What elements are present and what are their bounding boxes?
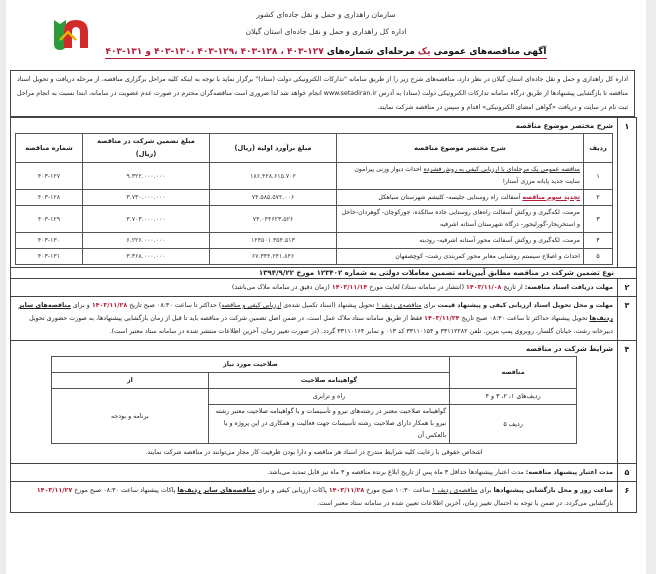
title-middle: مرحله‌ای شماره‌های <box>326 47 415 57</box>
notice-header <box>6 0 646 60</box>
col-header-number: شماره مناقصه <box>16 134 83 163</box>
row-estimate: ۶۷.۳۴۴.۲۴۱.۸۴۶ <box>210 249 337 265</box>
section-4 <box>11 340 636 463</box>
tender-rows: ردیف‌های ۱، ۲، ۳ و ۴ <box>450 389 577 405</box>
underlined-text: مناقصه‌های سایر ردیف‌ها <box>177 487 256 494</box>
text: از تاریخ <box>501 284 525 291</box>
row-estimate: ۷۴.۰۴۴۶۲۳.۵۲۶ <box>210 206 337 233</box>
date: ۱۴۰۳/۱۱/۰۸ <box>466 284 502 291</box>
table-row <box>16 163 613 190</box>
issuer: برنامه و بودجه <box>51 389 208 444</box>
title-numbers: ۱۲۷-۴۰۳ ، ۱۲۸-۴۰۳ ،۱۲۹-۴۰۳ ،۱۳۰-۴۰۳ و ۱۳۱-۴۰۳ <box>105 47 324 57</box>
row-estimate: ۱۸۶.۴۲۸.۶۱۵.۷۰۲ <box>210 163 337 190</box>
section-1 <box>11 117 636 267</box>
section-5 <box>11 463 636 481</box>
date: ۱۴۰۳/۱۱/۲۸ <box>328 487 365 494</box>
date: ۱۴۰۳/۱۱/۲۴ <box>424 315 460 322</box>
section-number: ۴ <box>617 341 636 463</box>
text: تحویل پیشنهاد حداکثر تا ساعت ۰۸:۳۰ صبح تاریخ <box>459 315 590 322</box>
desc-underlined: مناقصه عمومی یک مرحله‌ای با ارزیابی کیفی به روش فشرده <box>423 166 580 173</box>
table-row <box>16 233 613 249</box>
date: ۱۴۰۳/۱۱/۲۷ <box>36 487 73 494</box>
col-header-required: صلاحیت مورد نیاز <box>51 357 449 373</box>
table-row <box>16 206 613 233</box>
col-header-tender: مناقصه <box>450 357 577 389</box>
text: پاکات ارزیابی کیفی و برای <box>255 487 329 494</box>
row-guarantee: ۳.۷۰۳.۰۰۰.۰۰۰ <box>83 206 210 233</box>
row-index: ۱ <box>584 163 613 190</box>
date: ۱۴۰۳/۱۱/۲۸ <box>91 302 128 309</box>
row-number: ۴۰۳-۱۲۷ <box>16 163 83 190</box>
text: برای <box>477 487 494 494</box>
underlined-text: مناقصه‌ی ردیف ۱ <box>432 487 478 494</box>
section-number: ۶ <box>617 482 636 512</box>
section-title: شرایط شرکت در مناقصه <box>526 345 613 353</box>
section-6 <box>11 481 636 512</box>
col-header-row: ردیف <box>584 134 613 163</box>
text: ساعت ۱۰:۳۰ صبح مورخ <box>364 487 433 494</box>
text: ) حداکثر تا ساعت ۰۸:۳۰ صبح تاریخ <box>127 302 222 309</box>
table-row <box>51 389 576 405</box>
tender-notice-page <box>6 0 646 574</box>
notice-title <box>6 47 646 57</box>
row-number: ۴۰۳-۱۳۱ <box>16 249 83 265</box>
certificate: گواهینامه صلاحیت معتبر در رشته‌های نیرو و تأسیسات و یا گواهینامه صلاحیت معتبر رشته نیرو با همکار دارای صلاحیت رشته تأسیسات جهت فعالیت و همکاری در این پروژه و یا بالعکس آن <box>208 405 449 444</box>
text: مدت اعتبار پیشنهادها حداقل ۳ ماه پس از تاریخ ابلاغ برنده مناقصه و ۳ ماه نیز قابل تمدید می‌باشد. <box>267 469 526 476</box>
section-title: مهلت و محل تحویل اسناد ارزیابی کیفی و پیشنهاد قیمت <box>437 302 613 309</box>
row-number: ۴۰۳-۱۲۹ <box>16 206 83 233</box>
row-description: مرمت، لکه‌گیری و روکش آسفالت راه‌های روستایی جاده سالکده، جورکوچان- گوهردان-خاخل و استخریجار-گورلیجور- درگاه شهرستان آستانه اشرفیه <box>337 206 584 233</box>
section-number: ۱ <box>617 118 636 267</box>
section-3 <box>11 296 636 340</box>
desc-text: احداث دیوار وزنی پیرامون سایت جدید پایانه مرزی آستارا <box>354 166 580 185</box>
row-description <box>337 163 584 190</box>
desc-red: تجدید سوم مناقصه <box>522 193 580 201</box>
org-name-national: سازمان راهداری و حمل و نقل جاده‌ای کشور <box>256 10 396 19</box>
table-row <box>16 190 613 206</box>
sections-container <box>10 117 637 513</box>
underlined-text: مناقصه‌ی ردیف ۱ <box>376 302 422 309</box>
section-number: ۳ <box>617 297 636 340</box>
row-description <box>337 190 584 206</box>
title-highlight: یک <box>417 47 431 57</box>
certificate: راه و ترابری <box>208 389 449 405</box>
intro-paragraph: اداره کل راهداری و حمل و نقل جاده‌ای استان گیلان در نظر دارد، مناقصه‌های شرح زیر را از طریق سامانه "تدارکات الکترونیکی دولت (ستاد)" برگزار نماید با توجه به اینکه کلیه مراحل برگزاری مناقصه، از مرحله دریافت و تحویل اسناد مناقصه تا بازگشایی پیشنهادها از طریق درگاه سامانه تدارکات الکترونیکی دولت (ستاد) به آدرس www.setadiran.ir انجام خواهد شد لذا ضروری است مناقصه‌گران محترم در صورت عدم عضویت در سامانه، ابتدا نسبت به انجام مراحل ثبت نام در سایت و دریافت «گواهی امضای الکترونیکی» اقدام و سپس در مناقصه شرکت نمایند. <box>10 70 635 117</box>
row-index: ۳ <box>584 206 613 233</box>
section-title: مدت اعتبار پیشنهاد مناقصه: <box>525 469 613 476</box>
tenders-table <box>15 133 613 265</box>
row-description: احداث و اصلاح سیستم روشنایی معابر محور کمربندی رشت- کوچصفهان <box>337 249 584 265</box>
row-guarantee: ۳.۷۳۰.۰۰۰.۰۰۰ <box>83 190 210 206</box>
row-guarantee: ۹.۳۲۲.۰۰۰.۰۰۰ <box>83 163 210 190</box>
col-header-estimate: مبلغ برآورد اولیه (ریال) <box>210 134 337 163</box>
col-header-certificate: گواهینامه صلاحیت <box>208 373 449 389</box>
row-index: ۴ <box>584 233 613 249</box>
qualification-table <box>51 356 577 444</box>
row-description: مرمت، لکه‌گیری و روکش آسفالت محور آستانه اشرفیه- رودبنه <box>337 233 584 249</box>
guarantee-note: نوع تضمین شرکت در مناقصه مطابق آیین‌نامه تضمین معاملات دولتی به شماره ۱۲۳۴۰۲ مورخ ۱۳۹۴/۹/۲۲ <box>11 267 636 278</box>
text: و برای <box>70 302 92 309</box>
org-name-provincial: اداره کل راهداری و حمل و نقل جاده‌ای استان گیلان <box>245 27 407 36</box>
text: پاکات پیشنهاد ساعت ۰۸:۳۰ صبح مورخ <box>72 487 178 494</box>
title-prefix: آگهی مناقصه‌های عمومی <box>433 47 547 57</box>
section-title: شرح مختصر موضوع مناقصه <box>515 122 613 130</box>
date: ۱۴۰۳/۱۱/۱۴ <box>331 284 368 291</box>
text: برای <box>421 302 438 309</box>
row-number: ۴۰۳-۱۲۸ <box>16 190 83 206</box>
col-header-desc: شرح مختصر موضوع مناقصه <box>337 134 584 163</box>
section-number: ۲ <box>617 279 636 296</box>
row-number: ۴۰۳-۱۳۰ <box>16 233 83 249</box>
desc-text: آسفالت راه روستایی جلیسه- کلیشم شهرستان سیاهکل <box>378 193 523 201</box>
row-index: ۵ <box>584 249 613 265</box>
col-header-from: از <box>51 373 208 389</box>
text: (انتشار در سامانه ستاد) لغایت مورخ <box>367 284 467 291</box>
text: فقط از طریق سامانه ستاد ملاک عمل است. در ضمن اصل تضمین شرکت در مناقصه باید تا قبل از زمان بازگشایی پیشنهادها، به صورت حضوری تحویل دبیرخانه رشت، خیابان گلسار، روبروی پمپ بنزین. تلفن ۳۳۱۱۲۲۸۲ و ۳۳۱۱۰۱۵۴ کد ۰۱۳ و نمابر ۳۳۱۱۰۱۶۴ گردد. (در صورت تغییر زمان، آخرین اطلاعات منتشر شده در سامانه ستاد معتبر است). <box>29 315 613 335</box>
section-title: مهلت دریافت اسناد مناقصه: <box>524 284 613 291</box>
text: (زمان دقیق در سامانه ملاک می‌باشد) <box>231 284 332 291</box>
text: تحویل پیشنهاد (اسناد تکمیل شده‌ی <box>281 302 377 309</box>
col-header-guarantee: مبلغ تضمین شرکت در مناقصه (ریال) <box>83 134 210 163</box>
row-index: ۲ <box>584 190 613 206</box>
row-estimate: ۷۴.۵۸۵.۵۷۲.۰۰۶ <box>210 190 337 206</box>
section-title: ساعت روز و محل بازگشایی پیشنهادها <box>493 487 613 494</box>
row-guarantee: ۳.۳۶۸.۰۰۰.۰۰۰ <box>83 249 210 265</box>
underlined-text: ارزیابی کیفی و مناقصه <box>221 302 282 309</box>
row-guarantee: ۶.۲۲۶.۰۰۰.۰۰۰ <box>83 233 210 249</box>
text: بازگشایی می‌گردد. در ضمن با توجه به احتمال تغییر زمان، آخرین اطلاعات تعیین شده در سامانه ستاد معتبر است. <box>317 500 613 507</box>
participation-note: اشخاص حقوقی با رعایت کلیه شرایط مندرج در اسناد هر مناقصه و دارا بودن ظرفیت کار مجاز می‌توانند در مناقصه شرکت نمایند. <box>145 449 483 456</box>
underlined-text: مناقصه‌های سایر ردیف‌ها <box>18 302 613 322</box>
section-number: ۵ <box>617 464 636 481</box>
section-2 <box>11 278 636 296</box>
tender-rows: ردیف ۵ <box>450 405 577 444</box>
row-estimate: ۱۲۴۵۰۱.۳۵۴.۵۱۳ <box>210 233 337 249</box>
table-row <box>16 249 613 265</box>
